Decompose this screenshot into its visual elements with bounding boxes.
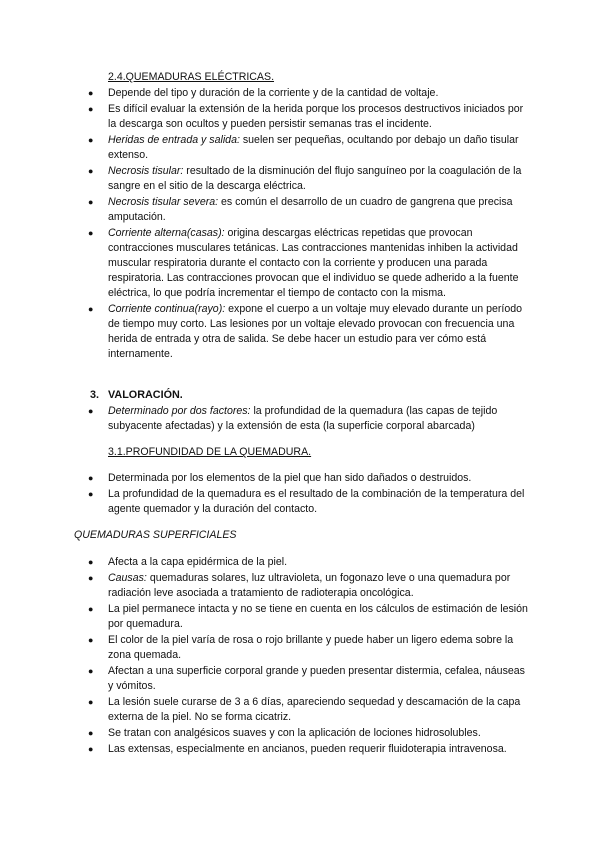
list-item xyxy=(84,695,528,725)
section-title-text: VALORACIÓN. xyxy=(108,389,183,401)
bullet-icon: ● xyxy=(88,197,94,207)
item-text: Las extensas, especialmente en ancianos, pueden requerir fluidoterapia intravenosa. xyxy=(108,743,507,755)
list-item xyxy=(84,195,528,225)
item-text: Afecta a la capa epidérmica de la piel. xyxy=(108,556,288,568)
item-text: La piel permanece intacta y no se tiene en cuenta en los cálculos de estimación de lesión por quemadura. xyxy=(108,603,528,630)
item-text: expone el cuerpo a un voltaje muy elevado durante un período de tiempo muy corto. Las lesiones por un voltaje elevado provocan con frecuencia una herida de entrada y otra de salida. Se debe hacer un estudio para ver cómo está internamente. xyxy=(108,303,523,360)
item-text: Es difícil evaluar la extensión de la herida porque los procesos destructivos iniciados por la descarga son ocultos y pueden persistir semanas tras el incidente. xyxy=(108,103,524,130)
item-text: La lesión suele curarse de 3 a 6 días, apareciendo sequedad y descamación de la capa externa de la piel. No se forma cicatriz. xyxy=(108,696,521,723)
list-valoracion xyxy=(84,404,528,435)
list-item xyxy=(84,571,528,601)
list-profundidad xyxy=(84,471,528,518)
bullet-icon: ● xyxy=(88,666,94,676)
list-item xyxy=(84,404,528,434)
list-item xyxy=(84,86,528,101)
item-lead: Heridas de entrada y salida: xyxy=(108,134,240,146)
bullet-icon: ● xyxy=(88,304,94,314)
section-title-valoracion xyxy=(90,388,183,403)
heading-profundidad: 3.1.PROFUNDIDAD DE LA QUEMADURA. xyxy=(108,446,312,458)
item-lead: Necrosis tisular: xyxy=(108,165,184,177)
item-text: Afectan a una superficie corporal grande y pueden presentar distermia, cefalea, náuseas y vómitos. xyxy=(108,665,525,692)
bullet-icon: ● xyxy=(88,489,94,499)
bullet-icon: ● xyxy=(88,228,94,238)
list-item xyxy=(84,664,528,694)
item-text: resultado de la disminución del flujo sanguíneo por la coagulación de la sangre en el sitio de la descarga eléctrica. xyxy=(108,165,522,192)
item-lead: Corriente alterna(casas): xyxy=(108,227,225,239)
item-text: Depende del tipo y duración de la corriente y de la cantidad de voltaje. xyxy=(108,87,439,99)
item-lead: Causas: xyxy=(108,572,147,584)
item-lead: Corriente continua(rayo): xyxy=(108,303,226,315)
list-quemaduras-superficiales xyxy=(84,555,528,758)
bullet-icon: ● xyxy=(88,473,94,483)
bullet-icon: ● xyxy=(88,697,94,707)
bullet-icon: ● xyxy=(88,744,94,754)
item-text: es común el desarrollo de un cuadro de gangrena que precisa amputación. xyxy=(108,196,513,223)
list-item xyxy=(84,726,528,741)
list-item xyxy=(84,555,528,570)
list-item xyxy=(84,742,528,757)
list-item xyxy=(84,302,528,362)
list-item xyxy=(84,633,528,663)
list-item xyxy=(84,226,528,301)
list-item xyxy=(84,602,528,632)
item-text: Determinada por los elementos de la piel que han sido dañados o destruidos. xyxy=(108,472,472,484)
bullet-icon: ● xyxy=(88,728,94,738)
bullet-icon: ● xyxy=(88,604,94,614)
heading-quemaduras-superficiales: QUEMADURAS SUPERFICIALES xyxy=(74,529,237,541)
list-item xyxy=(84,102,528,132)
section-number: 3. xyxy=(90,389,100,401)
item-text: origina descargas eléctricas repetidas que provocan contracciones musculares tetánicas. Las contracciones mantenidas inhiben la actividad muscular respiratoria durante el contacto con la corriente y producen una parada respiratoria. Las contracciones provocan que el individuo se quede adherido a la fuente eléctrica, lo que podría incrementar el tiempo de contacto con la misma. xyxy=(108,227,519,299)
item-text: El color de la piel varía de rosa o rojo brillante y puede haber un ligero edema sobre la zona quemada. xyxy=(108,634,514,661)
bullet-icon: ● xyxy=(88,166,94,176)
item-text: Se tratan con analgésicos suaves y con la aplicación de lociones hidrosolubles. xyxy=(108,727,481,739)
item-lead: Necrosis tisular severa: xyxy=(108,196,219,208)
list-quemaduras-electricas xyxy=(84,86,528,363)
bullet-icon: ● xyxy=(88,557,94,567)
item-text: la profundidad de la quemadura (las capas de tejido subyacente afectadas) y la extensión de esta (la superficie corporal abarcada) xyxy=(108,405,498,432)
item-text: La profundidad de la quemadura es el resultado de la combinación de la temperatura del agente quemador y la duración del contacto. xyxy=(108,488,525,515)
list-item xyxy=(84,164,528,194)
bullet-icon: ● xyxy=(88,135,94,145)
item-text: suelen ser pequeñas, ocultando por debajo un daño tisular extenso. xyxy=(108,134,519,161)
bullet-icon: ● xyxy=(88,88,94,98)
list-item xyxy=(84,133,528,163)
bullet-icon: ● xyxy=(88,573,94,583)
bullet-icon: ● xyxy=(88,104,94,114)
item-text: quemaduras solares, luz ultravioleta, un fogonazo leve o una quemadura por radiación leve asociada a tratamiento de radioterapia oncológica. xyxy=(108,572,511,599)
list-item xyxy=(84,487,528,517)
bullet-icon: ● xyxy=(88,406,94,416)
list-item xyxy=(84,471,528,486)
item-lead: Determinado por dos factores: xyxy=(108,405,251,417)
heading-quemaduras-electricas: 2.4.QUEMADURAS ELÉCTRICAS. xyxy=(108,71,275,83)
bullet-icon: ● xyxy=(88,635,94,645)
